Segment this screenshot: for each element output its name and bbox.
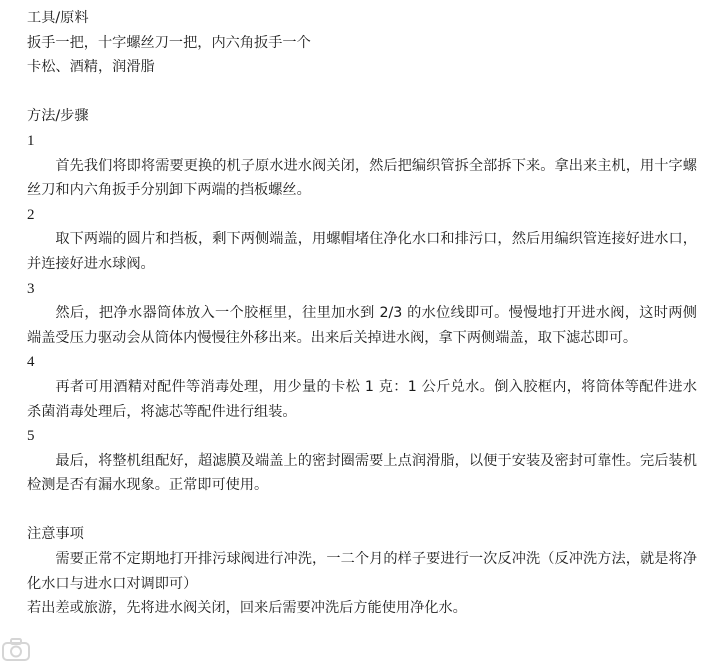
materials-heading: 工具/原料 [27, 10, 89, 26]
note-item: 若出差或旅游，先将进水阀关闭，回来后需要冲洗后方能使用净化水。 [27, 600, 467, 617]
step-number: 4 [27, 354, 35, 371]
step-text: 再者可用酒精对配件等消毒处理，用少量的卡松 1 克：1 公斤兑水。倒入胶框内，将筒体等配件进水杀菌消毒处理后，将滤芯等配件进行组装。 [27, 378, 697, 420]
step-text: 首先我们将即将需要更换的机子原水进水阀关闭，然后把编织管拆全部拆下来。拿出来主机，用十字螺丝刀和内六角扳手分别卸下两端的挡板螺丝。 [27, 157, 697, 199]
notes-heading: 注意事项 [27, 526, 84, 543]
step-number: 3 [27, 280, 35, 297]
step-text: 取下两端的圆片和挡板，剩下两侧端盖，用螺帽堵住净化水口和排污口，然后用编织管连接好进水口，并连接好进水球阀。 [27, 231, 697, 272]
materials-item: 卡松、酒精，润滑脂 [27, 59, 155, 76]
section-gap [27, 80, 697, 105]
document-body [27, 6, 697, 621]
section-gap [27, 498, 697, 523]
note-item: 需要正常不定期地打开排污球阀进行冲洗，一二个月的样子要进行一次反冲洗（反冲洗方法，就是将净化水口与进水口对调即可） [27, 551, 697, 592]
materials-item: 扳手一把，十字螺丝刀一把，内六角扳手一个 [27, 34, 311, 51]
step-number: 5 [27, 428, 35, 445]
camera-watermark-icon [0, 634, 32, 664]
step-text: 最后，将整机组配好，超滤膜及端盖上的密封圈需要上点润滑脂，以便于安装及密封可靠性。完后装机检测是否有漏水现象。正常即可使用。 [27, 452, 697, 494]
step-number: 1 [27, 132, 35, 149]
step-number: 2 [27, 206, 35, 223]
method-heading: 方法/步骤 [27, 108, 89, 125]
step-text: 然后，把净水器筒体放入一个胶框里，往里加水到 2/3 的水位线即可。慢慢地打开进水阀，这时两侧端盖受压力驱动会从筒体内慢慢往外移出来。出来后关掉进水阀，拿下两侧端盖，取下滤芯即可。 [27, 305, 697, 346]
